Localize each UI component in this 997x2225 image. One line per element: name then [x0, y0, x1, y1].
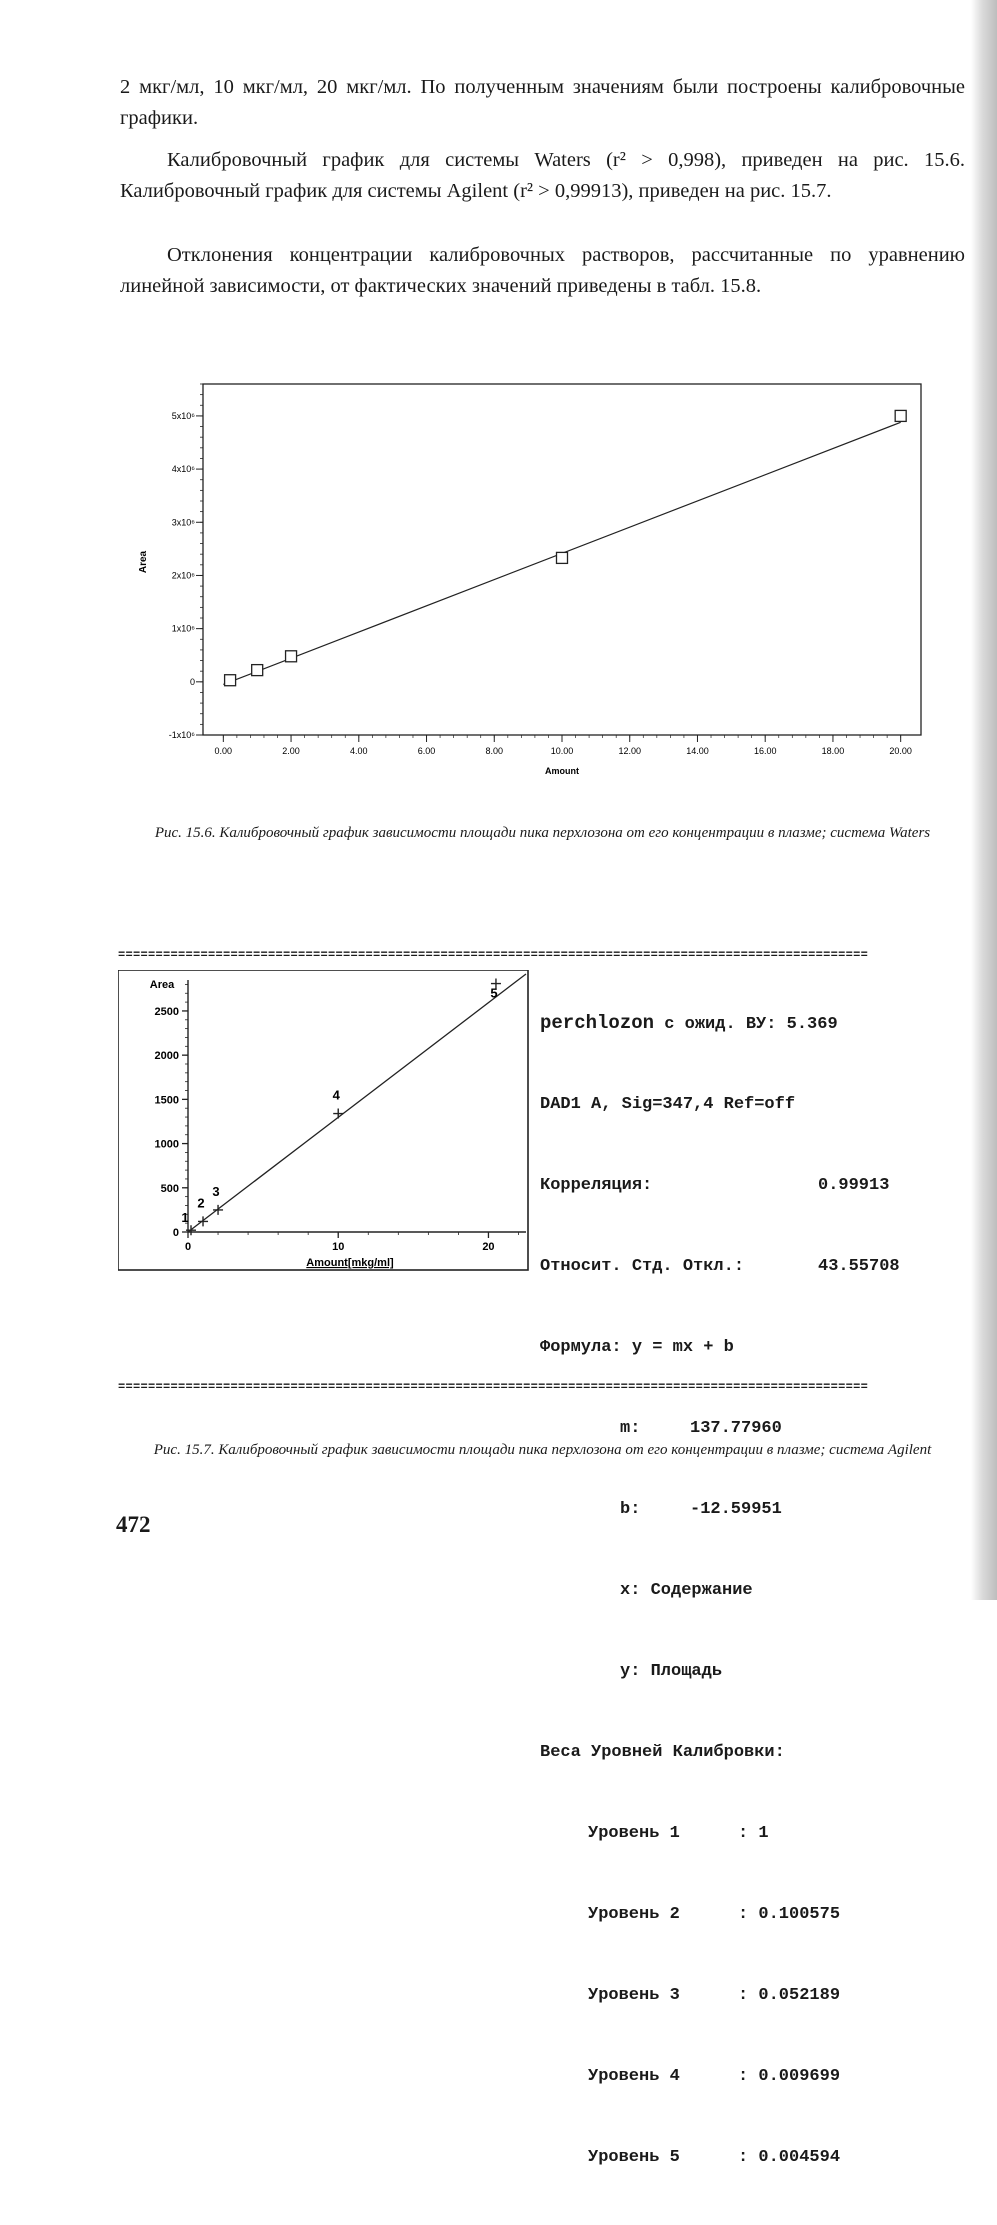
- x-axis-ticks: [185, 1232, 519, 1253]
- y-tick-label: 1500: [154, 1094, 179, 1107]
- x-tick-label: 10: [332, 1241, 345, 1253]
- rsd-value: 43.55708: [818, 1257, 900, 1276]
- x-tick-label: 2.00: [282, 746, 300, 756]
- x-tick-label: 10.00: [550, 746, 574, 756]
- data-points-layer: [181, 979, 501, 1236]
- signal-info: DAD1 A, Sig=347,4 Ref=off: [540, 1095, 796, 1114]
- b-label: b:: [620, 1500, 641, 1519]
- fit-line-layer: [188, 974, 526, 1232]
- weights-label: Веса Уровней Калибровки:: [540, 1743, 785, 1762]
- level-row: Уровень 1 : 1: [540, 1820, 900, 1847]
- agilent-calibration-chart: [118, 970, 538, 1290]
- x-axis-title: Amount[mkg/ml]: [306, 1257, 394, 1269]
- y-tick-label: 3x10⁶: [171, 517, 195, 528]
- point-label: 2: [197, 1195, 205, 1211]
- y-label: y:: [620, 1662, 641, 1681]
- y-tick-label: 1x10⁶: [171, 623, 195, 634]
- report-line-formula: [540, 1334, 900, 1361]
- y-tick-label: 5x10⁶: [171, 410, 195, 421]
- x-tick-label: 0.00: [214, 746, 233, 756]
- level-name: Уровень 4: [588, 2067, 680, 2086]
- level-row: Уровень 4 : 0.009699: [540, 2063, 900, 2090]
- x-label: x:: [620, 1581, 641, 1600]
- separator-top: ====================================================================================================: [118, 950, 869, 960]
- level-name: Уровень 2: [588, 1905, 680, 1924]
- x-tick-label: 14.00: [686, 746, 709, 756]
- y-axis-ticks: [169, 384, 203, 740]
- point-label: 5: [490, 985, 498, 1001]
- x-value: Содержание: [650, 1581, 753, 1600]
- y-axis-ticks: [155, 984, 188, 1239]
- x-tick-label: 16.00: [753, 746, 777, 756]
- x-tick-label: 6.00: [417, 746, 436, 756]
- correlation-label: Корреляция:: [540, 1176, 653, 1195]
- chart-frame: [118, 970, 528, 1270]
- x-tick-label: 4.00: [350, 746, 368, 756]
- separator-bottom: ====================================================================================================: [118, 1382, 869, 1392]
- b-value: -12.59951: [690, 1500, 782, 1519]
- level-weight: 0.100575: [758, 1905, 841, 1924]
- report-line-m: [540, 1415, 900, 1442]
- m-label: m:: [620, 1419, 641, 1438]
- report-line-signal: [540, 1091, 900, 1118]
- paragraph-1: 2 мкг/мл, 10 мкг/мл, 20 мкг/мл. По полученным значениям были построены калибровочные графики.: [120, 76, 965, 129]
- report-line-correlation: [540, 1172, 900, 1199]
- data-point: [895, 410, 906, 421]
- data-point: [557, 552, 568, 563]
- fit-line: [188, 974, 526, 1232]
- level-name: Уровень 5: [588, 2148, 680, 2167]
- page-number: 472: [116, 1512, 151, 1537]
- x-tick-label: 8.00: [485, 746, 504, 756]
- y-axis-title: Area: [138, 550, 149, 574]
- point-label: 3: [212, 1183, 220, 1199]
- level-weight: 0.004594: [758, 2148, 841, 2167]
- expected-rt: с ожид. ВУ: 5.369: [664, 1015, 838, 1034]
- level-name: Уровень 1: [588, 1824, 680, 1843]
- x-tick-label: 12.00: [618, 746, 642, 756]
- level-weight: 0.009699: [758, 2067, 841, 2086]
- level-weight: 0.052189: [758, 1986, 841, 2005]
- y-tick-label: 2000: [154, 1050, 179, 1063]
- y-tick-label: 2500: [154, 1005, 179, 1018]
- y-tick-label: 4x10⁶: [171, 464, 195, 475]
- x-axis-title: Amount: [545, 766, 579, 776]
- level-row: Уровень 3 : 0.052189: [540, 1982, 900, 2009]
- point-label: 1: [181, 1210, 189, 1226]
- level-row: Уровень 5 : 0.004594: [540, 2144, 900, 2171]
- report-line-weights: [540, 1739, 900, 1766]
- y-tick-label: 0: [172, 1227, 179, 1239]
- page-edge-shadow: [971, 0, 997, 1600]
- y-axis-title: Area: [149, 979, 175, 991]
- point-label: 4: [332, 1087, 340, 1103]
- report-line-compound: [540, 1010, 900, 1037]
- formula-label: Формула:: [540, 1338, 622, 1357]
- level-name: Уровень 3: [588, 1986, 680, 2005]
- paragraph-2: Калибровочный график для системы Waters (r² > 0,998), приведен на рис. 15.6. Калибровочный график для системы Agilent (r² > 0,99913), приведен на рис. 15.7.: [120, 149, 965, 202]
- x-axis-ticks: [215, 735, 912, 756]
- figure-15-7-caption: Рис. 15.7. Калибровочный график зависимости площади пика перхлозона от его концентрации в плазме; система Agilent: [153, 1442, 932, 1458]
- x-tick-label: 0: [184, 1241, 192, 1253]
- correlation-value: 0.99913: [818, 1176, 890, 1195]
- data-point: [333, 1109, 343, 1119]
- waters-calibration-chart: [128, 380, 928, 790]
- level-weight: 1: [758, 1824, 769, 1843]
- m-value: 137.77960: [690, 1419, 782, 1438]
- report-line-y: [540, 1658, 900, 1685]
- rsd-label: Относит. Стд. Откл.:: [540, 1257, 745, 1276]
- y-tick-label: 1000: [154, 1138, 179, 1151]
- level-row: Уровень 2 : 0.100575: [540, 1901, 900, 1928]
- paragraph-3: Отклонения концентрации калибровочных растворов, рассчитанные по уравнению линейной зависимости, от фактических значений приведены в табл. 15.8.: [120, 244, 965, 297]
- data-point: [252, 665, 263, 676]
- data-point: [225, 675, 236, 686]
- calibration-report: [540, 956, 900, 2225]
- report-line-b: [540, 1496, 900, 1523]
- data-point: [286, 651, 297, 662]
- formula-text: y = mx + b: [631, 1338, 734, 1357]
- x-tick-label: 18.00: [821, 746, 845, 756]
- y-tick-label: 500: [160, 1182, 179, 1195]
- x-tick-label: 20: [482, 1241, 495, 1253]
- report-line-rsd: [540, 1253, 900, 1280]
- y-tick-label: 2x10⁶: [171, 570, 195, 581]
- x-tick-label: 20.00: [889, 746, 912, 756]
- compound-name: perchlozon: [540, 1012, 655, 1034]
- figure-15-6-caption: Рис. 15.6. Калибровочный график зависимости площади пика перхлозона от его концентрации в плазме; система Waters: [154, 825, 931, 841]
- y-tick-label: -1x10⁶: [168, 730, 195, 740]
- y-tick-label: 0: [189, 676, 195, 687]
- y-value: Площадь: [650, 1662, 723, 1681]
